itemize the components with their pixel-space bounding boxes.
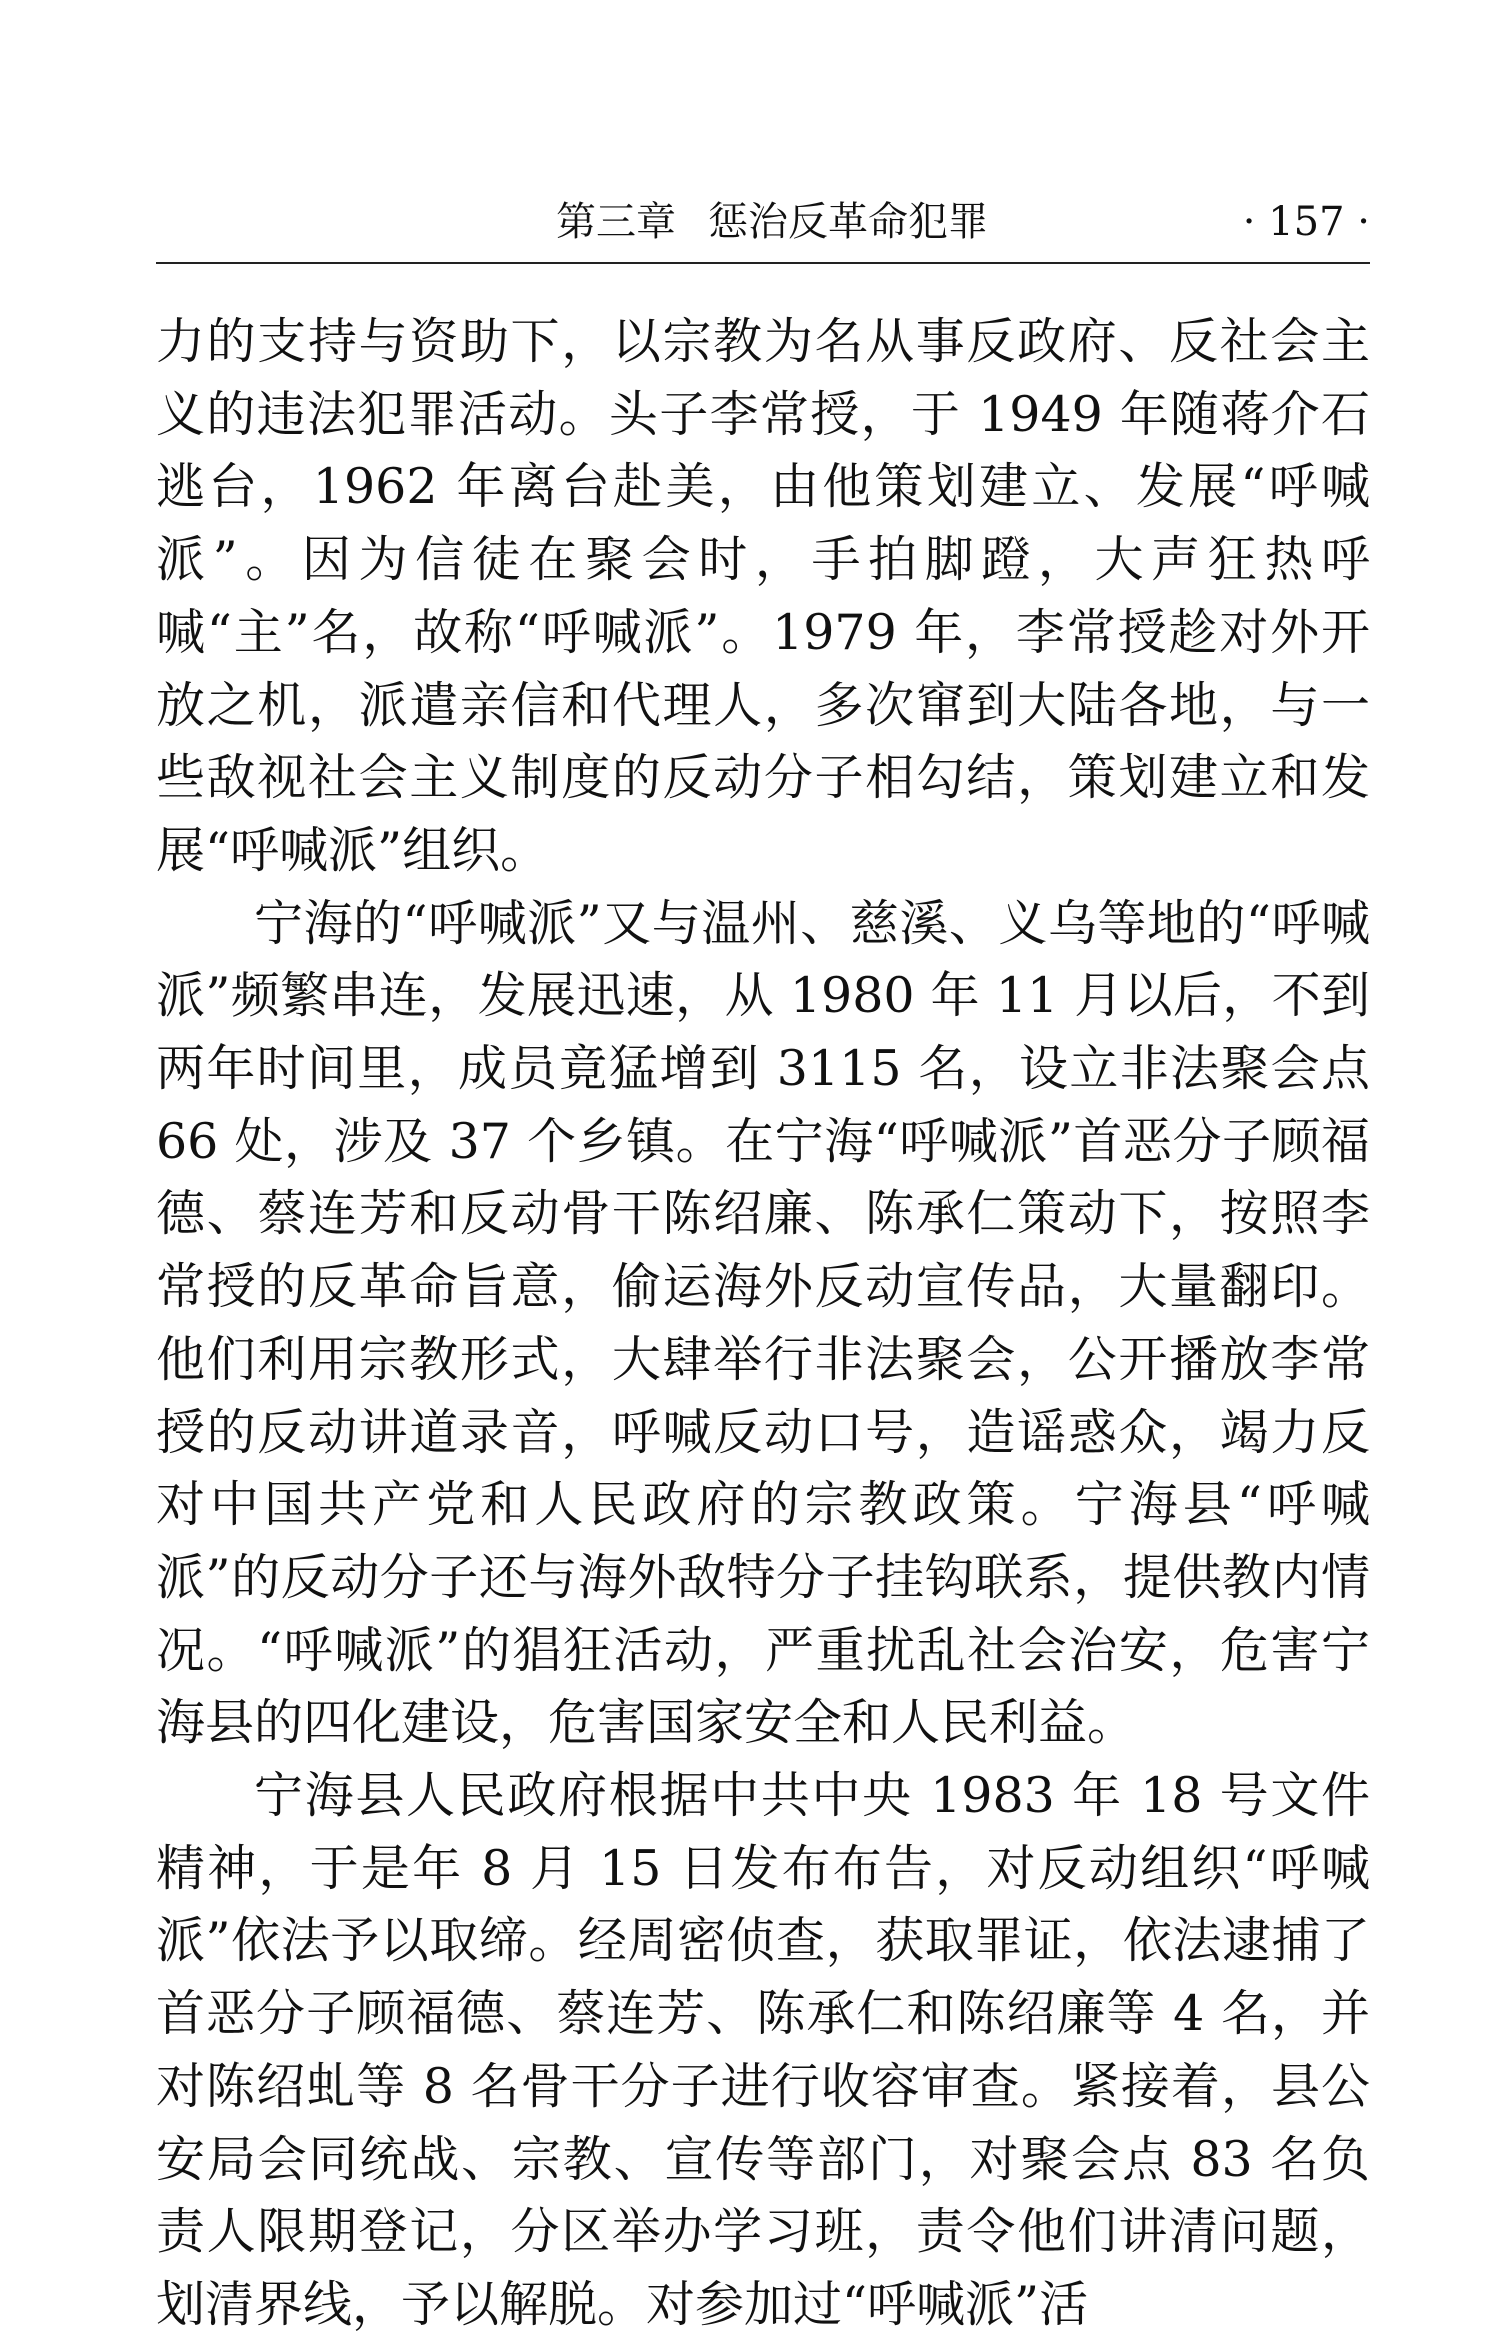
chapter-label: 第三章 <box>556 199 676 245</box>
page-number: · 157 · <box>1242 199 1370 245</box>
running-head <box>156 196 1370 248</box>
paragraph-3: 宁海县人民政府根据中共中央 1983 年 18 号文件精神，于是年 8 月 15 日发布布告，对反动组织“呼喊派”依法予以取缔。经周密侦查，获取罪证，依法逮捕了首恶分子顾福德、蔡连芳、陈承仁和陈绍廉等 4 名，并对陈绍虬等 8 名骨干分子进行收容审查。紧接着，县公安局会同统战、宗教、宣传等部门，对聚会点 83 名负责人限期登记，分区举办学习班，责令他们讲清问题，划清界线，予以解脱。对参加过“呼喊派”活 <box>156 1767 1370 2333</box>
header-rule <box>156 262 1370 264</box>
chapter-title: 惩治反革命犯罪 <box>708 199 988 245</box>
body-text <box>156 306 1370 2342</box>
paragraph-1: 力的支持与资助下，以宗教为名从事反政府、反社会主义的违法犯罪活动。头子李常授，于 1949 年随蒋介石逃台，1962 年离台赴美，由他策划建立、发展“呼喊派”。因为信徒在聚会时，手拍脚蹬，大声狂热呼喊“主”名，故称“呼喊派”。1979 年，李常授趁对外开放之机，派遣亲信和代理人，多次窜到大陆各地，与一些敌视社会主义制度的反动分子相勾结，策划建立和发展“呼喊派”组织。 <box>156 313 1370 879</box>
paragraph-2: 宁海的“呼喊派”又与温州、慈溪、义乌等地的“呼喊派”频繁串连，发展迅速，从 1980 年 11 月以后，不到两年时间里，成员竟猛增到 3115 名，设立非法聚会点 66 处，涉及 37 个乡镇。在宁海“呼喊派”首恶分子顾福德、蔡连芳和反动骨干陈绍廉、陈承仁策动下，按照李常授的反革命旨意，偷运海外反动宣传品，大量翻印。他们利用宗教形式，大肆举行非法聚会，公开播放李常授的反动讲道录音，呼喊反动口号，造谣惑众，竭力反对中国共产党和人民政府的宗教政策。宁海县“呼喊派”的反动分子还与海外敌特分子挂钩联系，提供教内情况。“呼喊派”的猖狂活动，严重扰乱社会治安，危害宁海县的四化建设，危害国家安全和人民利益。 <box>156 894 1370 1752</box>
